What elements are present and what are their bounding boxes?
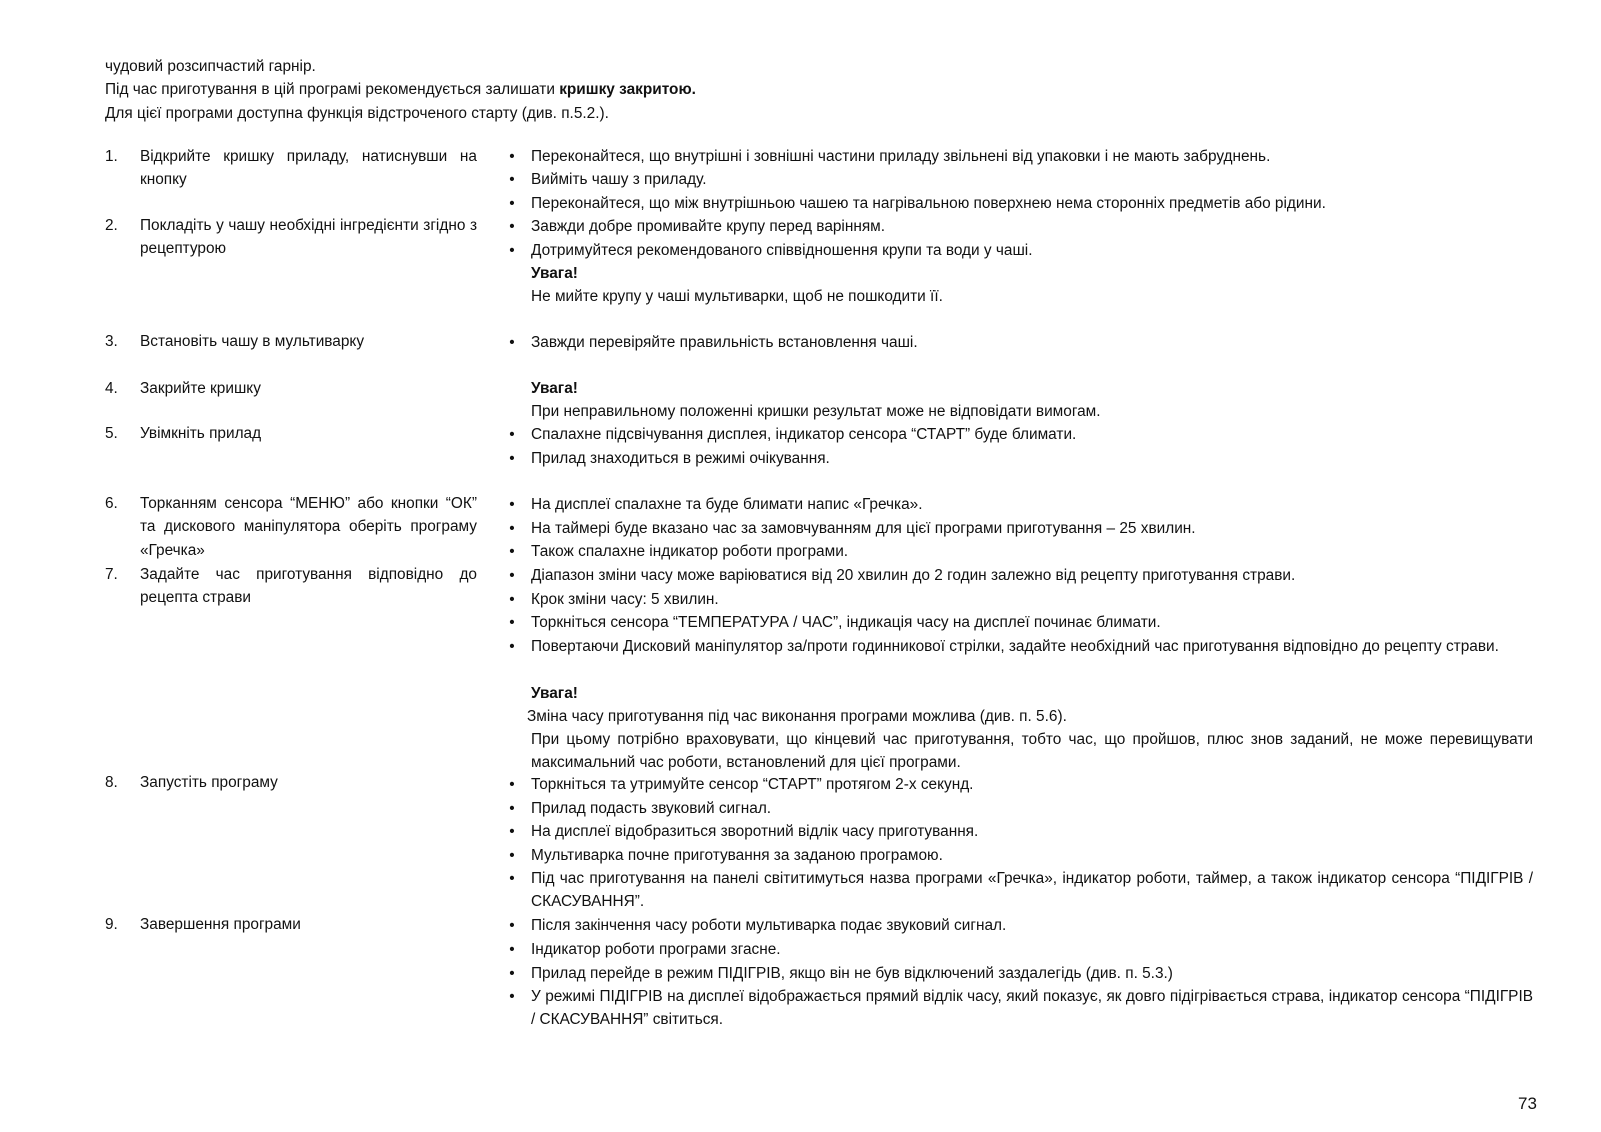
step-number: 8. bbox=[105, 774, 118, 791]
bullet-item bbox=[505, 962, 1533, 985]
bullet-icon: • bbox=[509, 218, 515, 235]
bullet-item bbox=[505, 611, 1533, 634]
bullet-icon: • bbox=[509, 917, 515, 934]
bullet-text: Індикатор роботи програми згасне. bbox=[531, 941, 781, 958]
bullet-item bbox=[505, 145, 1533, 168]
step-number: 2. bbox=[105, 217, 118, 234]
bullet-item bbox=[505, 540, 1533, 563]
step-6 bbox=[105, 492, 477, 562]
step-9 bbox=[105, 913, 477, 936]
bullet-item bbox=[505, 239, 1533, 262]
time-note-2: При цьому потрібно враховувати, що кінцевий час приготування, тобто час, що пройшов, плюс знов заданий, не може перевищувати максимальний час роботи, встановлений для цієї програми. bbox=[531, 731, 1533, 772]
attention-label: Увага! bbox=[531, 685, 578, 702]
bullet-item bbox=[505, 168, 1533, 191]
bullet-text: Переконайтеся, що між внутрішньою чашею та нагрівальною поверхнею нема сторонніх предметів або рідини. bbox=[531, 195, 1326, 212]
page-number: 73 bbox=[1518, 1094, 1537, 1113]
bullet-text: Вийміть чашу з приладу. bbox=[531, 171, 707, 188]
step-number: 7. bbox=[105, 566, 118, 583]
bullet-icon: • bbox=[509, 614, 515, 631]
step-number: 5. bbox=[105, 425, 118, 442]
bullet-item bbox=[505, 773, 1533, 796]
intro-line-2 bbox=[105, 78, 1525, 101]
bullet-text: Під час приготування на панелі світитимуться назва програми «Гречка», індикатор роботи, таймер, а також індикатор сенсора “ПІДІГРІВ / СКАСУВАННЯ”. bbox=[531, 870, 1533, 911]
bullet-item bbox=[505, 215, 1533, 238]
bullet-item bbox=[505, 985, 1533, 1032]
step-text: Увімкніть прилад bbox=[140, 425, 262, 442]
attention-label: Увага! bbox=[531, 265, 578, 282]
bullet-icon: • bbox=[509, 148, 515, 165]
bullet-item bbox=[505, 331, 1533, 354]
bullet-text: Завжди перевіряйте правильність встановлення чаші. bbox=[531, 334, 918, 351]
bullet-icon: • bbox=[509, 520, 515, 537]
bullet-text: На дисплеї відобразиться зворотний відлік часу приготування. bbox=[531, 823, 979, 840]
intro-line-2-bold: кришку закритою. bbox=[559, 81, 696, 99]
bullet-text: Торкніться та утримуйте сенсор “СТАРТ” протягом 2-х секунд. bbox=[531, 776, 974, 793]
step-text: Закрийте кришку bbox=[140, 380, 261, 397]
bullet-icon: • bbox=[509, 426, 515, 443]
step-8 bbox=[105, 771, 477, 794]
bullet-item bbox=[505, 797, 1533, 820]
bullet-item bbox=[505, 517, 1533, 540]
step-text: Встановіть чашу в мультиварку bbox=[140, 333, 365, 350]
step-5 bbox=[105, 422, 477, 445]
step-number: 3. bbox=[105, 333, 118, 350]
intro-line-2-text: Під час приготування в цій програмі рекомендується залишати bbox=[105, 81, 560, 99]
bullet-item bbox=[505, 914, 1533, 937]
bullet-icon: • bbox=[509, 171, 515, 188]
bullet-icon: • bbox=[509, 450, 515, 467]
bullet-item bbox=[505, 192, 1533, 215]
bullet-text: Після закінчення часу роботи мультиварка подає звуковий сигнал. bbox=[531, 917, 1007, 934]
bullet-icon: • bbox=[509, 988, 515, 1005]
bullet-item bbox=[505, 635, 1533, 658]
bullet-icon: • bbox=[509, 638, 515, 655]
bullet-icon: • bbox=[509, 776, 515, 793]
step-text: Відкрийте кришку приладу, натиснувши на кнопку bbox=[140, 148, 477, 189]
bullet-text: Дотримуйтеся рекомендованого співвідношення крупи та води у чаші. bbox=[531, 242, 1033, 259]
bullet-icon: • bbox=[509, 941, 515, 958]
bullet-item bbox=[505, 423, 1533, 446]
step-number: 1. bbox=[105, 148, 118, 165]
step-text: Покладіть у чашу необхідні інгредієнти згідно з рецептурою bbox=[140, 217, 477, 258]
wash-note: Не мийте крупу у чаші мультиварки, щоб не пошкодити її. bbox=[531, 288, 943, 305]
bullet-text: Також спалахне індикатор роботи програми. bbox=[531, 543, 849, 560]
intro-line-3: Для цієї програми доступна функція відстроченого старту (див. п.5.2.). bbox=[105, 104, 609, 122]
attention-label: Увага! bbox=[531, 380, 578, 397]
step-1 bbox=[105, 145, 477, 192]
step-3 bbox=[105, 330, 477, 353]
time-note-1: Зміна часу приготування під час виконання програми можлива (див. п. 5.6). bbox=[527, 708, 1067, 725]
bullet-item bbox=[505, 447, 1533, 470]
bullet-icon: • bbox=[509, 965, 515, 982]
bullet-icon: • bbox=[509, 195, 515, 212]
bullet-item bbox=[505, 493, 1533, 516]
step-text: Завершення програми bbox=[140, 916, 301, 933]
bullet-icon: • bbox=[509, 334, 515, 351]
bullet-icon: • bbox=[509, 242, 515, 259]
step-number: 6. bbox=[105, 495, 118, 512]
bullet-text: Переконайтеся, що внутрішні і зовнішні частини приладу звільнені від упаковки і не мають забруднень. bbox=[531, 148, 1271, 165]
bullet-text: У режимі ПІДІГРІВ на дисплеї відображається прямий відлік часу, який показує, як довго підігрівається страва, індикатор сенсора “ПІДІГРІВ / СКАСУВАННЯ” світиться. bbox=[531, 988, 1533, 1029]
intro-line-1: чудовий розсипчастий гарнір. bbox=[105, 58, 316, 75]
step-text: Торканням сенсора “МЕНЮ” або кнопки “ОК” та дискового маніпулятора оберіть програму «Гречка» bbox=[140, 495, 477, 559]
bullet-text: Спалахне підсвічування дисплея, індикатор сенсора “СТАРТ” буде блимати. bbox=[531, 426, 1077, 443]
bullet-item bbox=[505, 938, 1533, 961]
lid-note: При неправильному положенні кришки результат може не відповідати вимогам. bbox=[531, 403, 1101, 420]
bullet-item bbox=[505, 867, 1533, 914]
bullet-icon: • bbox=[509, 543, 515, 560]
bullet-text: Торкніться сенсора “ТЕМПЕРАТУРА / ЧАС”, індикація часу на дисплеї починає блимати. bbox=[531, 614, 1161, 631]
bullet-text: На дисплеї спалахне та буде блимати напис «Гречка». bbox=[531, 496, 923, 513]
bullet-text: Завжди добре промивайте крупу перед варінням. bbox=[531, 218, 886, 235]
bullet-item bbox=[505, 844, 1533, 867]
step-4 bbox=[105, 377, 477, 400]
bullet-icon: • bbox=[509, 496, 515, 513]
step-number: 4. bbox=[105, 380, 118, 397]
step-number: 9. bbox=[105, 916, 118, 933]
bullet-text: Мультиварка почне приготування за заданою програмою. bbox=[531, 847, 943, 864]
bullet-icon: • bbox=[509, 567, 515, 584]
bullet-text: Діапазон зміни часу може варіюватися від 20 хвилин до 2 годин залежно від рецепту приготування страви. bbox=[531, 567, 1296, 584]
bullet-text: Прилад знаходиться в режимі очікування. bbox=[531, 450, 830, 467]
intro-text bbox=[105, 55, 1525, 125]
bullet-icon: • bbox=[509, 800, 515, 817]
bullet-text: Прилад перейде в режим ПІДІГРІВ, якщо він не був відключений заздалегідь (див. п. 5.3.) bbox=[531, 965, 1173, 982]
step-7 bbox=[105, 563, 477, 610]
bullet-text: Крок зміни часу: 5 хвилин. bbox=[531, 591, 719, 608]
bullet-icon: • bbox=[509, 870, 515, 887]
step-2 bbox=[105, 214, 477, 261]
step-text: Задайте час приготування відповідно до рецепта страви bbox=[140, 566, 477, 607]
bullet-item bbox=[505, 588, 1533, 611]
bullet-item bbox=[505, 564, 1533, 587]
step-text: Запустіть програму bbox=[140, 774, 278, 791]
bullet-text: Повертаючи Дисковий маніпулятор за/проти годинникової стрілки, задайте необхідний час приготування відповідно до рецепту страви. bbox=[531, 638, 1499, 655]
bullet-icon: • bbox=[509, 847, 515, 864]
bullet-text: На таймері буде вказано час за замовчуванням для цієї програми приготування – 25 хвилин. bbox=[531, 520, 1196, 537]
bullet-item bbox=[505, 820, 1533, 843]
bullet-icon: • bbox=[509, 823, 515, 840]
bullet-text: Прилад подасть звуковий сигнал. bbox=[531, 800, 772, 817]
bullet-icon: • bbox=[509, 591, 515, 608]
